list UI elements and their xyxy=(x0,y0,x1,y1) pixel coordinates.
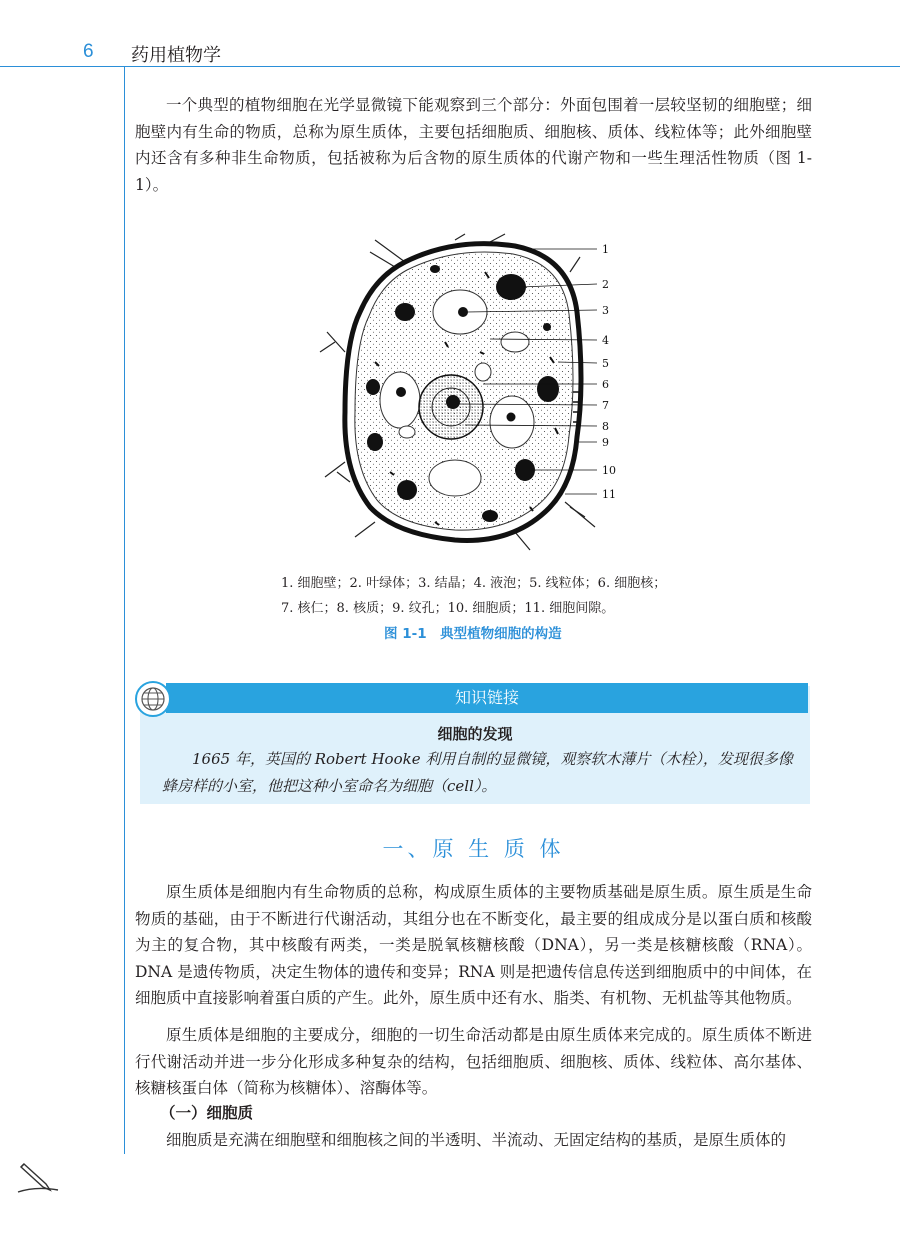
label-9: 9 xyxy=(602,436,609,449)
knowledge-box-title: 知识链接 xyxy=(454,688,519,707)
label-2: 2 xyxy=(602,278,609,291)
knowledge-box-body: 1665 年，英国的 Robert Hooke 利用自制的显微镜，观察软木薄片（木栓），发现很多像蜂房样的小室，他把这种小室命名为细胞（cell）。 xyxy=(162,750,793,795)
page-number: 6 xyxy=(83,41,94,62)
figure-caption-line-2: 7. 核仁；8. 核质；9. 纹孔；10. 细胞质；11. 细胞间隙。 xyxy=(281,601,615,616)
plant-cell-diagram xyxy=(315,232,635,562)
pencil-icon xyxy=(16,1156,60,1196)
nucleus xyxy=(419,375,483,439)
intro-paragraph: 一个典型的植物细胞在光学显微镜下能观察到三个部分：外面包围着一层较坚韧的细胞壁；细胞壁内有生命的物质，总称为原生质体，主要包括细胞质、细胞核、质体、线粒体等；此外细胞壁内还含有多种非生命物质，包括被称为后含物的原生质体的代谢产物和一些生理活性物质（图 1-1）。 xyxy=(135,96,812,194)
figure-caption-line-1: 1. 细胞壁；2. 叶绿体；3. 结晶；4. 液泡；5. 线粒体；6. 细胞核； xyxy=(281,576,667,591)
figure-labels xyxy=(602,243,616,501)
subsection-heading: （一）细胞质 xyxy=(160,1104,254,1122)
section-heading: 一、原 生 质 体 xyxy=(382,837,565,861)
running-head: 药用植物学 xyxy=(131,45,221,66)
section-paragraph-3: 细胞质是充满在细胞壁和细胞核之间的半透明、半流动、无固定结构的基质，是原生质体的 xyxy=(166,1131,787,1149)
label-5: 5 xyxy=(602,357,609,370)
label-6: 6 xyxy=(602,378,609,391)
label-1: 1 xyxy=(602,243,609,256)
label-11: 11 xyxy=(602,488,616,501)
header-rule xyxy=(0,66,900,67)
label-7: 7 xyxy=(602,399,609,412)
figure-title: 图 1-1 典型植物细胞的构造 xyxy=(384,626,562,642)
label-4: 4 xyxy=(602,334,609,347)
margin-rule xyxy=(124,66,125,1154)
label-10: 10 xyxy=(602,464,616,477)
section-paragraph-1: 原生质体是细胞内有生命物质的总称，构成原生质体的主要物质基础是原生质。原生质是生命物质的基础，由于不断进行代谢活动，其组分也在不断变化，最主要的组成成分是以蛋白质和核酸为主的复合物，其中核酸有两类，一类是脱氧核糖核酸（DNA），另一类是核糖核酸（RNA）。DNA 是遗传物质，决定生物体的遗传和变异；RNA 则是把遗传信息传送到细胞质中的中间体，在细胞质中直接影响着蛋白质的产生。此外，原生质中还有水、脂类、有机物、无机盐等其他物质。 xyxy=(135,883,812,1008)
knowledge-box-subtitle: 细胞的发现 xyxy=(437,725,513,743)
section-paragraph-2: 原生质体是细胞的主要成分，细胞的一切生命活动都是由原生质体来完成的。原生质体不断进行代谢活动并进一步分化形成多种复杂的结构，包括细胞质、细胞核、质体、线粒体、高尔基体、核糖核蛋白体（简称为核糖体）、溶酶体等。 xyxy=(135,1026,812,1098)
label-3: 3 xyxy=(602,304,609,317)
label-8: 8 xyxy=(602,420,609,433)
